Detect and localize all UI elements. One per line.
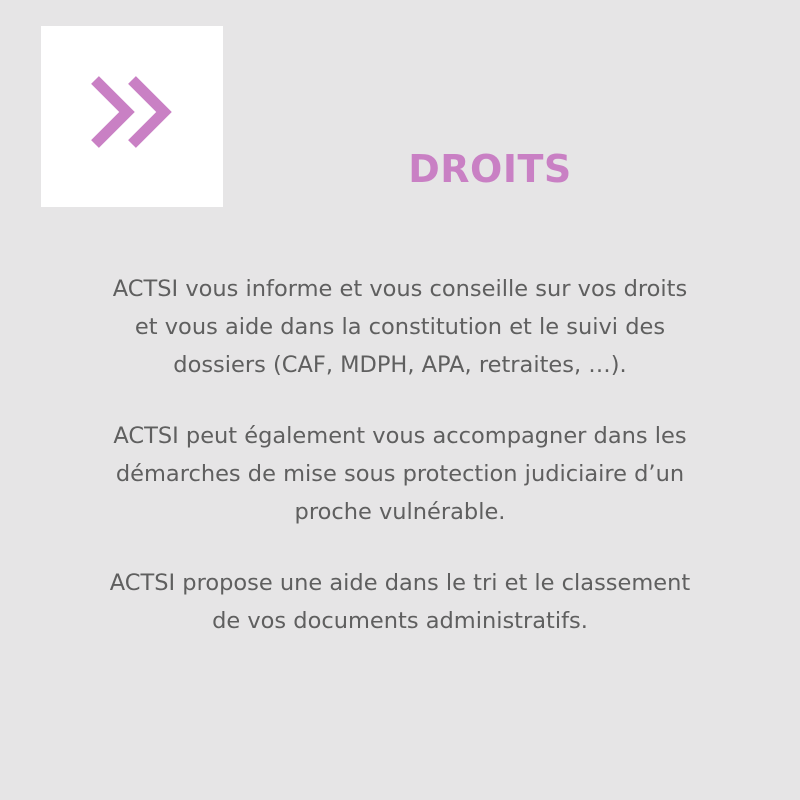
double-chevron-right-icon xyxy=(41,26,223,207)
paragraph-line: proche vulnérable. xyxy=(294,499,506,525)
paragraph-line: dossiers (CAF, MDPH, APA, retraites, …). xyxy=(173,352,627,378)
paragraph-document-sorting xyxy=(20,564,780,640)
paragraph-line: de vos documents administratifs. xyxy=(212,608,588,634)
paragraph-judicial-protection xyxy=(20,417,780,531)
logo-box xyxy=(41,26,223,207)
description-text xyxy=(20,270,780,673)
paragraph-line: ACTSI vous informe et vous conseille sur vos droits xyxy=(112,276,688,302)
paragraph-line: ACTSI peut également vous accompagner dans les xyxy=(113,423,687,449)
paragraph-line: démarches de mise sous protection judiciaire d’un xyxy=(115,461,685,487)
paragraph-line: ACTSI propose une aide dans le tri et le classement xyxy=(109,570,691,596)
page-title: DROITS xyxy=(408,147,572,191)
paragraph-line: et vous aide dans la constitution et le suivi des xyxy=(134,314,666,340)
chevron-left-stroke xyxy=(95,80,127,144)
chevron-right-stroke xyxy=(132,80,164,144)
paragraph-rights-info xyxy=(20,270,780,384)
